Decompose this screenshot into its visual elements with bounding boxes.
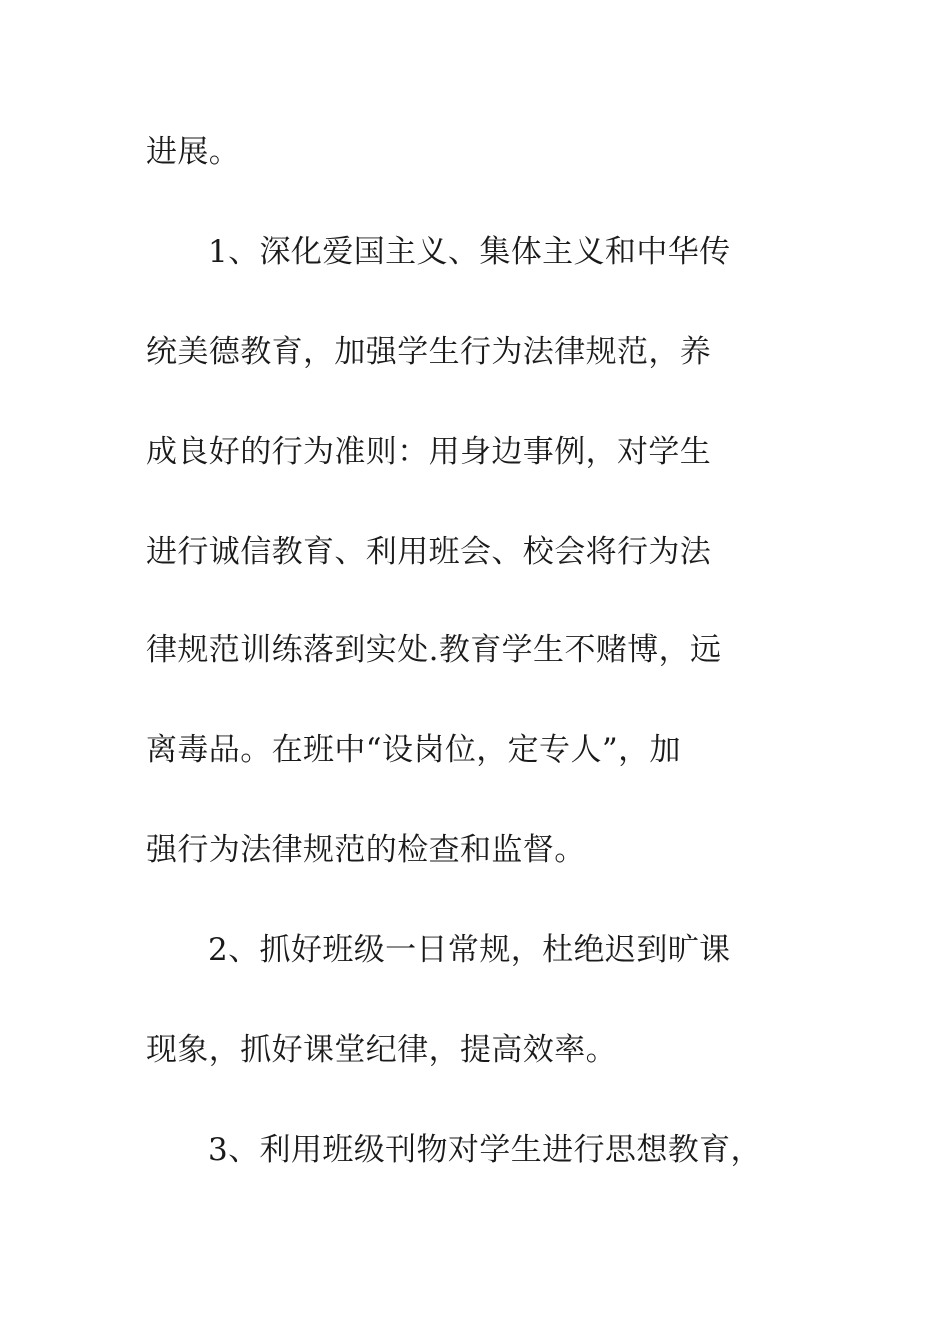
paragraph-2-line: 2、抓好班级一日常规，杜绝迟到旷课 (208, 932, 731, 968)
paragraph-3-line: 3、利用班级刊物对学生进行思想教育， (208, 1132, 762, 1168)
text-line: 律规范训练落到实处.教育学生不赌博，远 (146, 632, 722, 668)
text-line: 离毒品。在班中“设岗位，定专人”，加 (146, 732, 681, 768)
text-line: 强行为法律规范的检查和监督。 (146, 832, 586, 868)
text-line: 统美德教育，加强学生行为法律规范，养 (146, 334, 712, 370)
text-line: 现象，抓好课堂纪律，提高效率。 (146, 1032, 617, 1068)
text-line: 成良好的行为准则：用身边事例，对学生 (146, 434, 712, 470)
text-line: 进展。 (146, 134, 241, 170)
text-line: 进行诚信教育、利用班会、校会将行为法 (146, 534, 712, 570)
paragraph-1-line: 1、深化爱国主义、集体主义和中华传 (208, 234, 731, 270)
